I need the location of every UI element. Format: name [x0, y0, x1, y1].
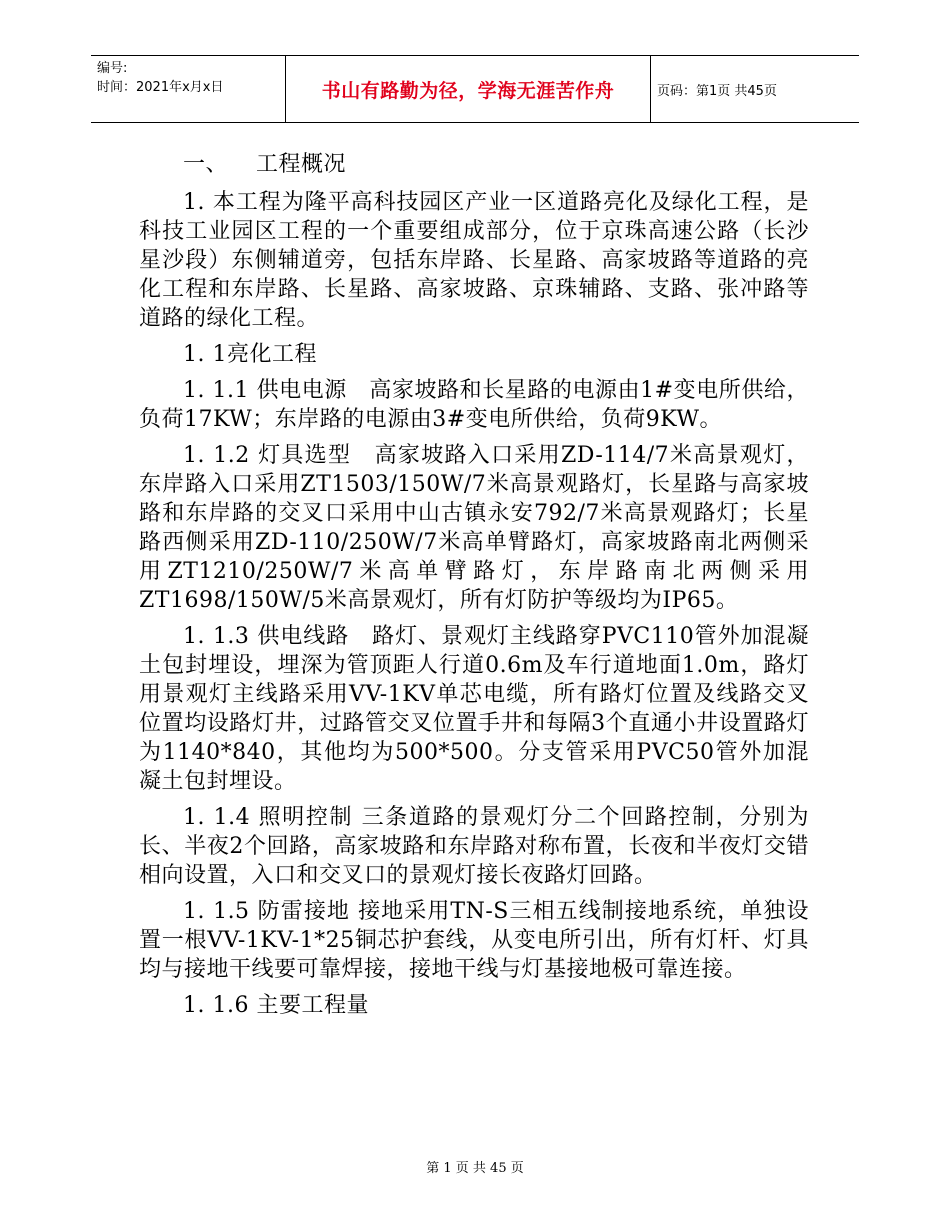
paragraph-supply-lines: 1. 1.3 供电线路 路灯、景观灯主线路穿PVC110管外加混凝土包封埋设，埋深为管顶距人行道0.6m及车行道地面1.0m，路灯用景观灯主线路采用VV-1KV单芯电缆，所有路灯位置及线路交叉位置均设路灯井，过路管交叉位置手井和每隔3个直通小井设置路灯为1140*840，其他均为500*500。分支管采用PVC50管外加混凝土包封埋设。	[139, 624, 809, 794]
paragraph-lamp-selection: 1. 1.2 灯具选型 高家坡路入口采用ZD-114/7米高景观灯，东岸路入口采用ZT1503/150W/7米高景观路灯，长星路与高家坡路和东岸路的交叉口采用中山古镇永安792/7米高景观路灯；长星路西侧采用ZD-110/250W/7米高单臂路灯，高家坡路南北两侧采用ZT1210/250W/7米高单臂路灯，东岸路南北两侧采用ZT1698/150W/5米高景观灯，所有灯防护等级均为IP65。	[139, 443, 809, 613]
document-header	[91, 55, 859, 123]
header-page-info: 页码：第1页 共45页	[657, 83, 777, 99]
header-motto: 书山有路勤为径，学海无涯苦作舟	[321, 79, 615, 102]
paragraph-grounding: 1. 1.5 防雷接地 接地采用TN-S三相五线制接地系统，单独设置一根VV-1KV-1*25铜芯护套线，从变电所引出，所有灯杆、灯具均与接地干线要可靠焊接，接地干线与灯基接地极可靠连接。	[139, 899, 809, 982]
section-heading	[139, 150, 809, 179]
section-heading-number: 一、	[183, 152, 229, 177]
header-meta	[97, 59, 283, 97]
paragraph-lighting-control: 1. 1.4 照明控制 三条道路的景观灯分二个回路控制，分别为长、半夜2个回路，高家坡路和东岸路对称布置，长夜和半夜灯交错相向设置，入口和交叉口的景观灯接长夜路灯回路。	[139, 805, 809, 888]
paragraph-power-supply: 1. 1.1 供电电源 高家坡路和长星路的电源由1#变电所供给，负荷17KW；东岸路的电源由3#变电所供给，负荷9KW。	[139, 378, 809, 432]
serial-number-label: 编号:	[97, 61, 128, 76]
section-heading-text: 工程概况	[256, 152, 347, 177]
date-label: 时间：2021年x月x日	[97, 80, 224, 95]
page-footer: 第 1 页 共 45 页	[426, 1161, 524, 1176]
paragraph-overview: 1. 本工程为隆平高科技园区产业一区道路亮化及绿化工程，是科技工业园区工程的一个重要组成部分，位于京珠高速公路（长沙星沙段）东侧辅道旁，包括东岸路、长星路、高家坡路等道路的亮化工程和东岸路、长星路、高家坡路、京珠辅路、支路、张冲路等道路的绿化工程。	[139, 190, 809, 331]
document-body	[139, 150, 809, 1027]
subheading-lighting: 1. 1亮化工程	[183, 342, 317, 367]
header-divider	[650, 56, 651, 122]
subheading-quantities: 1. 1.6 主要工程量	[183, 993, 369, 1018]
